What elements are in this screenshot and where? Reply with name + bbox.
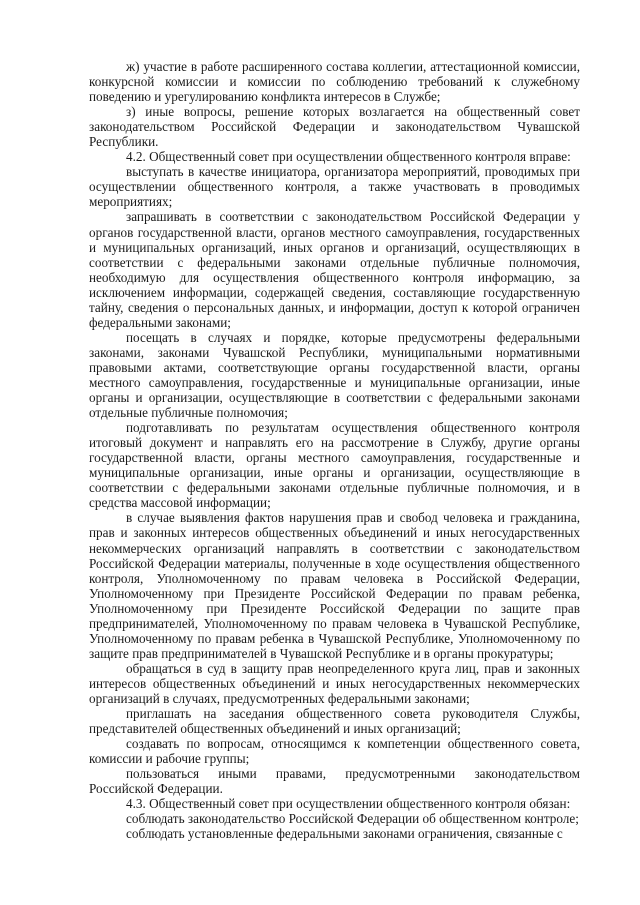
- paragraph-commissions: создавать по вопросам, относящимся к компетенции общественного совета, комиссии и рабочие группы;: [89, 736, 580, 767]
- paragraph-item-z: з) иные вопросы, решение которых возлагается на общественный совет законодательством Российской Федерации и законодательством Чувашской Республики.: [89, 104, 580, 150]
- paragraph-comply-law: соблюдать законодательство Российской Федерации об общественном контроле;: [126, 811, 579, 827]
- section-heading-4-2: 4.2. Общественный совет при осуществлении общественного контроля вправе:: [126, 149, 571, 165]
- section-heading-4-3: 4.3. Общественный совет при осуществлении общественного контроля обязан:: [126, 796, 571, 812]
- paragraph-request-info: запрашивать в соответствии с законодательством Российской Федерации у органов государственной власти, органов местного самоуправления, государственных и муниципальных организаций, иных органов и организаций, осуществляющих в соответствии с федеральными законами отдельные публичные полномочия, необходимую для осуществления общественного контроля информацию, за исключением информации, содержащей сведения, составляющие государственную тайну, сведения о персональных данных, и информации, доступ к которой ограничен федеральными законами;: [89, 209, 580, 330]
- paragraph-invite: приглашать на заседания общественного совета руководителя Службы, представителей общественных объединений и иных организаций;: [89, 706, 580, 737]
- paragraph-visit: посещать в случаях и порядке, которые предусмотрены федеральными законами, законами Чувашской Республики, муниципальными нормативными правовыми актами, соответствующие органы государственной власти, органы местного самоуправления, государственные и муниципальные организации, иные органы и организации, осуществляющие в соответствии с федеральными законами отдельные публичные полномочия;: [89, 329, 580, 421]
- paragraph-item-zh: ж) участие в работе расширенного состава коллегии, аттестационной комиссии, конкурсной комиссии и комиссии по соблюдению требований к служебному поведению и урегулированию конфликта интересов в Службе;: [89, 59, 580, 105]
- paragraph-other-rights: пользоваться иными правами, предусмотренными законодательством Российской Федерации.: [89, 766, 580, 797]
- document-page: [89, 59, 580, 841]
- paragraph-restrictions: соблюдать установленные федеральными законами ограничения, связанные с: [126, 826, 563, 842]
- paragraph-final-document: подготавливать по результатам осуществления общественного контроля итоговый документ и направлять его на рассмотрение в Службу, другие органы государственной власти, органы местного самоуправления, государственные и муниципальные организации, иные органы и организации, осуществляющие в соответствии с федеральными законами отдельные публичные полномочия, и в средства массовой информации;: [89, 420, 580, 511]
- paragraph-court: обращаться в суд в защиту прав неопределенного круга лиц, прав и законных интересов общественных объединений и иных негосударственных некоммерческих организаций в случаях, предусмотренных федеральными законами;: [89, 660, 580, 706]
- paragraph-initiator: выступать в качестве инициатора, организатора мероприятий, проводимых при осуществлении общественного контроля, а также участвовать в проводимых мероприятиях;: [89, 164, 580, 210]
- paragraph-violations: в случае выявления фактов нарушения прав и свобод человека и гражданина, прав и законных интересов общественных объединений и иных негосударственных некоммерческих организаций направлять в соответствии с законодательством Российской Федерации материалы, полученные в ходе осуществления общественного контроля, Уполномоченному по правам человека в Российской Федерации, Уполномоченному при Президенте Российской Федерации по правам ребенка, Уполномоченному при Президенте Российской Федерации по защите прав предпринимателей, Уполномоченному по правам человека в Чувашской Республике, Уполномоченному по правам ребенка в Чувашской Республике, Уполномоченному по защите прав предпринимателей в Чувашской Республике и в органы прокуратуры;: [89, 510, 580, 661]
